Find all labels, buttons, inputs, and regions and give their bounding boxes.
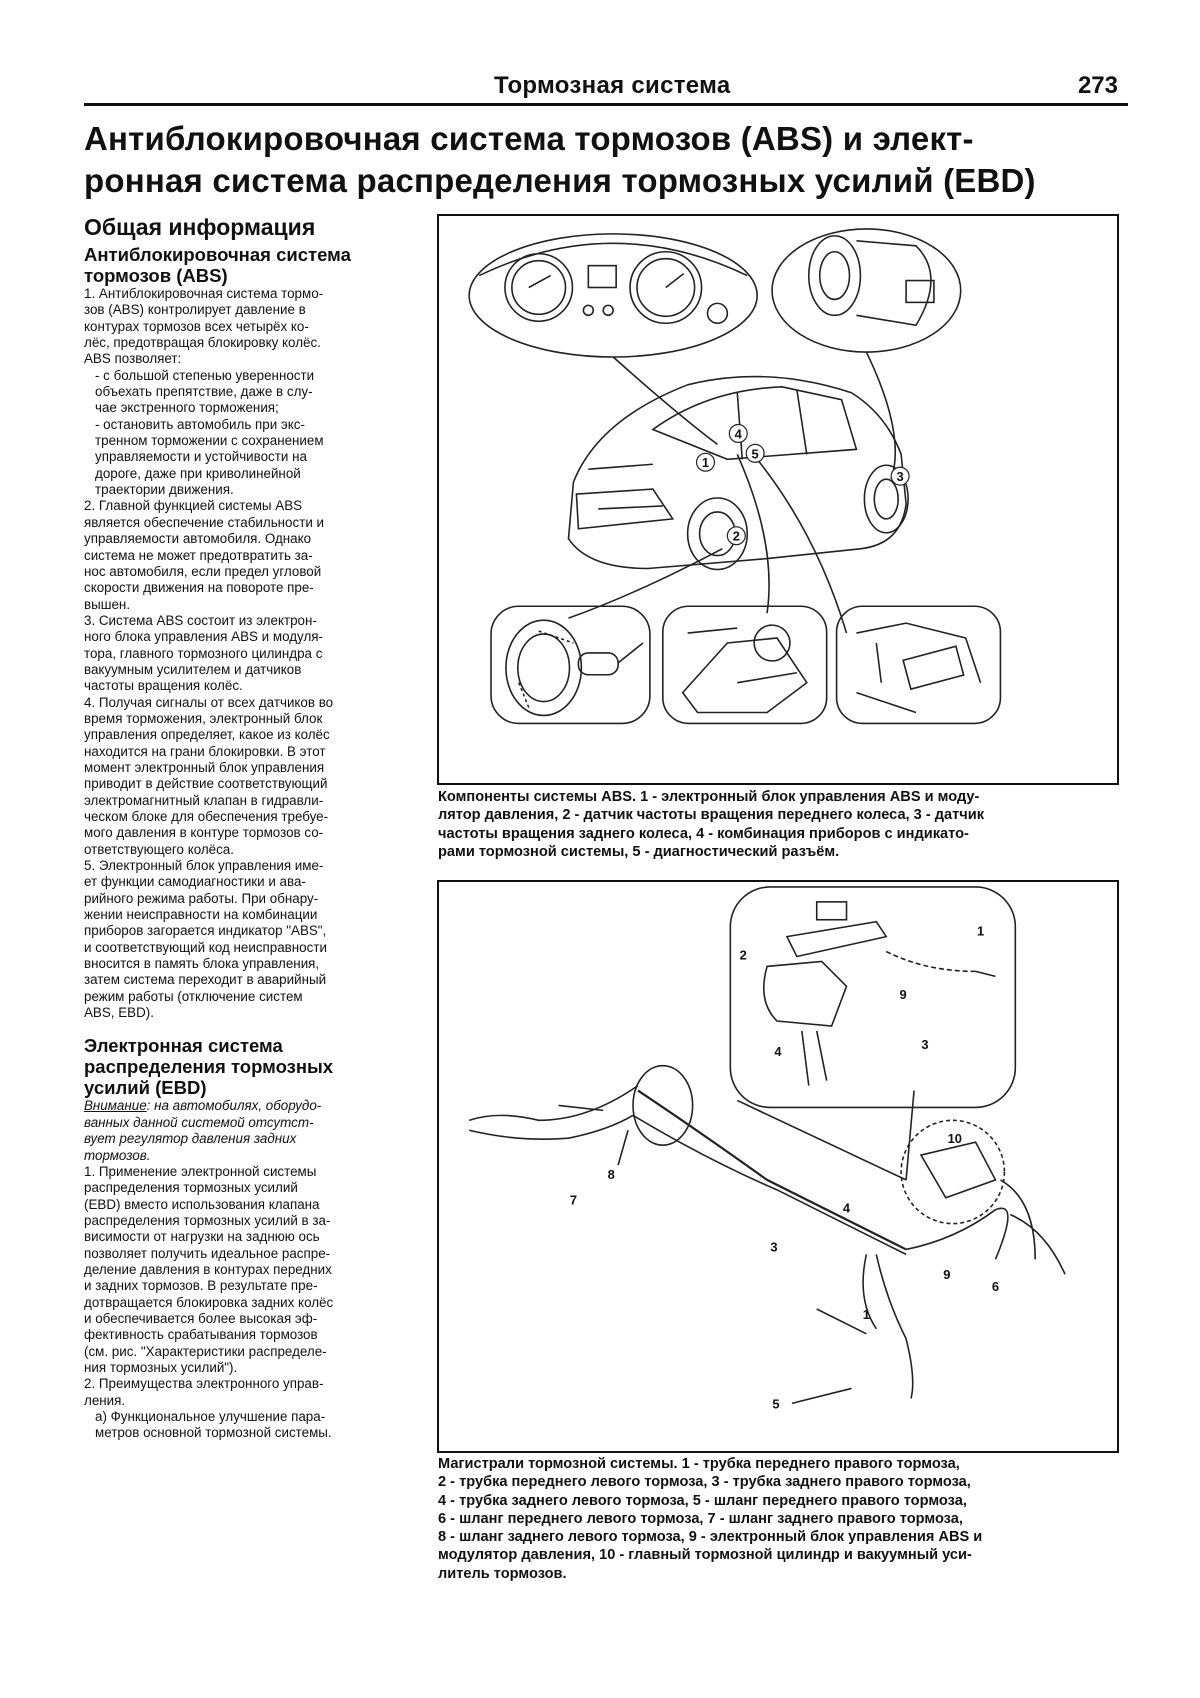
bullet-line: объехать препятствие, даже в слу- — [95, 384, 313, 400]
callout-2: 2 — [739, 947, 747, 963]
text-line: 2. Преимущества электронного управ- — [84, 1376, 324, 1392]
callout-3: 3 — [770, 1239, 778, 1255]
text-line: 3. Система ABS состоит из электрон- — [84, 612, 317, 628]
abs-components-illustration — [439, 216, 1117, 783]
callout-9: 9 — [943, 1267, 951, 1283]
text-line: (EBD) вместо использования клапана — [84, 1196, 320, 1212]
text-line: 1. Применение электронной системы — [84, 1163, 317, 1179]
text-line: приборов загорается индикатор "ABS", — [84, 923, 327, 939]
text-line: рийного режима работы. При обнару- — [84, 890, 319, 906]
bullet-line: управляемости и устойчивости на — [95, 449, 307, 465]
subheading-abs-line: Антиблокировочная система — [84, 244, 351, 265]
subheading-ebd-line: распределения тормозных — [84, 1056, 334, 1078]
text-line: тора, главного тормозного цилиндра с — [84, 645, 323, 661]
page-title-line-2: ронная система распределения тормозных усилий (EBD) — [84, 162, 1036, 199]
caption-line: частоты вращения заднего колеса, 4 - комбинация приборов с индикато- — [438, 825, 969, 842]
warning-label: Внимание — [84, 1098, 147, 1114]
figure-abs-components-caption — [438, 788, 1122, 861]
page-title-line-1: Антиблокировочная система тормозов (ABS) и элект- — [84, 120, 974, 157]
subheading-abs-line: тормозов (ABS) — [84, 265, 228, 286]
text-line: ния тормозных усилий"). — [84, 1359, 238, 1375]
text-line: дотвращается блокировка задних колёс — [84, 1294, 334, 1310]
text-line: время торможения, электронный блок — [84, 710, 323, 726]
warning-line: ванных данной системой отсутст- — [84, 1114, 314, 1130]
text-line: контурах тормозов всех четырёх ко- — [84, 318, 309, 334]
text-line: и обеспечивается более высокая эф- — [84, 1310, 318, 1326]
text-line: электромагнитный клапан в гидравли- — [84, 792, 324, 808]
text-line: вакуумным усилителем и датчиков — [84, 661, 302, 677]
text-line: ABS, EBD). — [84, 1005, 154, 1021]
warning-line — [84, 1098, 428, 1114]
text-line: (см. рис. "Характеристики распределе- — [84, 1343, 327, 1359]
text-line: ческом блоке для обеспечения требуе- — [84, 809, 329, 824]
text-line: мого давления в контуре тормозов со- — [84, 825, 324, 841]
caption-line: Компоненты системы ABS. 1 - электронный блок управления ABS и моду- — [438, 789, 980, 805]
text-line: частоты вращения колёс. — [84, 678, 243, 694]
text-line: жении неисправности на комбинации — [84, 907, 318, 923]
callout-5: 5 — [772, 1396, 780, 1412]
master-cylinder-inset — [730, 887, 1015, 1107]
tachometer-gauge — [505, 254, 573, 322]
page-number: 273 — [1077, 72, 1118, 99]
bullet-line: траектории движения. — [95, 482, 234, 498]
heading-general-info: Общая информация — [84, 214, 316, 240]
text-line: режим работы (отключение систем — [84, 988, 303, 1004]
callout-3-top: 3 — [921, 1036, 929, 1052]
caption-line: 2 - трубка переднего левого тормоза, 3 - трубка заднего правого тормоза, — [438, 1474, 971, 1491]
callout-1: 1 — [862, 1306, 870, 1322]
bullet-line: дороге, даже при криволинейной — [95, 465, 301, 481]
text-line: ет функции самодиагностики и ава- — [84, 874, 306, 890]
callout-6: 6 — [991, 1279, 1000, 1295]
abs-module-inset — [663, 606, 827, 723]
bullet-line: чае экстренного торможения; — [95, 400, 279, 416]
text-line: затем система переходит в аварийный — [84, 972, 327, 988]
callout-5: 5 — [751, 446, 759, 462]
subheading-ebd — [84, 1035, 428, 1098]
callout-7: 7 — [569, 1192, 578, 1208]
caption-line: 4 - трубка заднего левого тормоза, 5 - шланг переднего правого тормоза, — [438, 1492, 967, 1509]
text-line: приводит в действие соответствующий — [84, 776, 328, 792]
ebd-body-text — [84, 1098, 428, 1441]
running-title: Тормозная система — [494, 72, 731, 99]
text-line: скорости движения на повороте пре- — [84, 580, 314, 596]
text-line: фективность срабатывания тормозов — [84, 1327, 318, 1343]
text-line: лёс, предотвращая блокировку колёс. — [84, 335, 321, 351]
callout-2: 2 — [732, 528, 740, 544]
subheading-ebd-line: усилий (EBD) — [84, 1077, 207, 1099]
callout-4: 4 — [734, 426, 742, 442]
caption-line: 8 - шланг заднего левого тормоза, 9 - электронный блок управления ABS и — [438, 1529, 983, 1546]
callout-4-top: 4 — [774, 1043, 782, 1059]
text-line: 2. Главной функцией системы ABS — [84, 498, 303, 514]
subheading-abs — [84, 244, 428, 286]
subheading-ebd-line: Электронная система — [84, 1035, 283, 1057]
bullet-line: тренном торможении с сохранением — [95, 433, 324, 449]
text-line: висимости от нагрузки на заднюю ось — [84, 1229, 320, 1245]
caption-line: 6 - шланг переднего левого тормоза, 7 - шланг заднего правого тормоза, — [438, 1510, 963, 1527]
caption-line: литель тормозов. — [438, 1565, 567, 1582]
warning-line: вует регулятор давления задних — [84, 1131, 297, 1147]
callout-1-top: 1 — [976, 923, 985, 939]
callout-8: 8 — [607, 1166, 615, 1182]
caption-line: рами тормозной системы, 5 - диагностический разъём. — [438, 843, 840, 860]
abs-body-text — [84, 286, 428, 1021]
bullet-line: - остановить автомобиль при экс- — [95, 416, 305, 432]
text-line: распределения тормозных усилий в за- — [84, 1212, 331, 1228]
warning-text: : на автомобилях, оборудо- — [146, 1098, 322, 1114]
text-line: управляемости автомобиля. Однако — [84, 531, 312, 547]
text-line: вносится в память блока управления, — [84, 956, 320, 972]
front-sensor-inset — [491, 606, 650, 723]
text-line: ного блока управления ABS и модуля- — [84, 629, 323, 645]
text-line: деление давления в контурах передних — [84, 1261, 332, 1277]
text-line: ABS позволяет: — [84, 351, 182, 367]
figure-brake-lines-caption — [438, 1455, 1122, 1583]
caption-line: Магистрали тормозной системы. 1 - трубка переднего правого тормоза, — [438, 1456, 960, 1472]
text-line: система не может предотвратить за- — [84, 547, 313, 563]
wheel-sensor-inset — [772, 229, 961, 352]
text-line: и задних тормозов. В результате пре- — [84, 1278, 318, 1294]
left-text-column — [84, 214, 428, 1442]
cluster-display — [588, 266, 616, 288]
callout-4: 4 — [842, 1200, 851, 1216]
text-line: нос автомобиля, если предел угловой — [84, 563, 322, 579]
caption-line: лятор давления, 2 - датчик частоты вращения переднего колеса, 3 - датчик — [438, 807, 985, 824]
text-line: является обеспечение стабильности и — [84, 514, 325, 530]
warning-line: тормозов. — [84, 1147, 151, 1163]
text-line: ответствующего колёса. — [84, 841, 234, 857]
diagnostic-connector-inset — [837, 606, 1001, 723]
text-line: вышен. — [84, 596, 131, 612]
brake-lines-illustration — [439, 882, 1117, 1451]
callout-9-top: 9 — [899, 987, 907, 1003]
caption-line: модулятор давления, 10 - главный тормозной цилиндр и вакуумный уси- — [438, 1547, 972, 1564]
text-line: а) Функциональное улучшение пара- — [95, 1409, 326, 1424]
text-line: управления определяет, какое из колёс — [84, 727, 330, 743]
text-line: 1. Антиблокировочная система тормо- — [84, 286, 324, 301]
text-line: 5. Электронный блок управления име- — [84, 858, 324, 874]
text-line: зов (ABS) контролирует давление в — [84, 302, 306, 318]
text-line: распределения тормозных усилий — [84, 1180, 298, 1196]
callout-1: 1 — [701, 455, 710, 471]
callout-3: 3 — [896, 469, 904, 485]
bullet-line: - с большой степенью уверенности — [95, 367, 315, 383]
running-header — [84, 66, 1128, 106]
text-line: и соответствующий код неисправности — [84, 939, 327, 955]
text-line: 4. Получая сигналы от всех датчиков во — [84, 694, 334, 710]
page-title — [84, 118, 1134, 202]
figure-abs-components — [437, 214, 1119, 785]
text-line: находится на грани блокировки. В этот — [84, 743, 326, 759]
figure-brake-lines — [437, 880, 1119, 1453]
callout-10: 10 — [947, 1131, 962, 1147]
text-line: момент электронный блок управления — [84, 759, 325, 775]
text-line: позволяет получить идеальное распре- — [84, 1245, 331, 1261]
text-line: ления. — [84, 1392, 126, 1408]
text-line: метров основной тормозной системы. — [95, 1425, 332, 1441]
